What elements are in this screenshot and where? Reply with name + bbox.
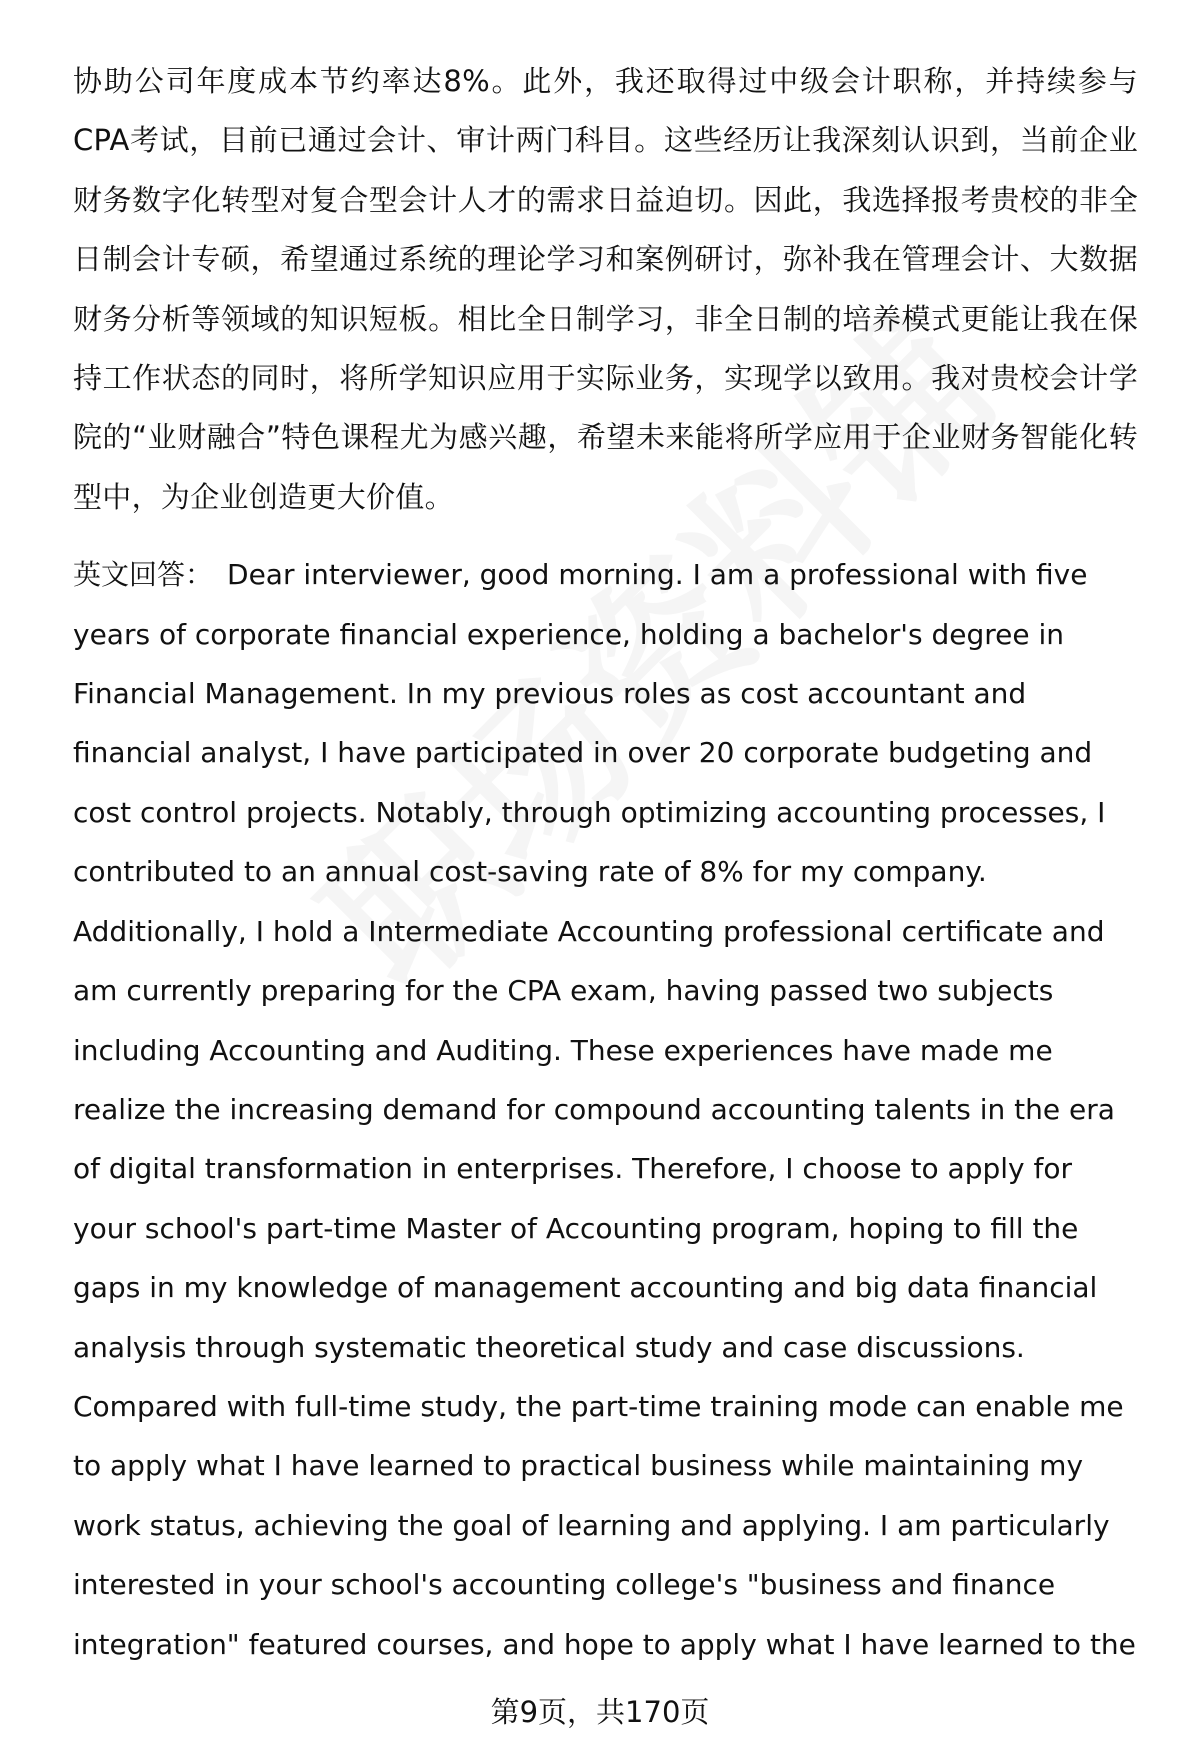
english-answer-paragraph	[73, 545, 1138, 1674]
english-answer-text: Dear interviewer, good morning. I am a professional with five years of corporate financial experience, holding a bachelor's degree in Financial Management. In my previous roles as cost accountant and financial analyst, I have participated in over 20 corporate budgeting and cost control projects. Notably, through optimizing accounting processes, I contributed to an annual cost-saving rate of 8% for my company. Additionally, I hold a Intermediate Accounting professional certificate and am currently preparing for the CPA exam, having passed two subjects including Accounting and Auditing. These experiences have made me realize the increasing demand for compound accounting talents in the era of digital transformation in enterprises. Therefore, I choose to apply for your school's part-time Master of Accounting program, hoping to fill the gaps in my knowledge of management accounting and big data financial analysis through systematic theoretical study and case discussions. Compared with full-time study, the part-time training mode can enable me to apply what I have learned to practical business while maintaining my work status, achieving the goal of learning and applying. I am particularly interested in your school's accounting college's "business and finance integration" featured courses, and hope to apply what I have learned to the	[73, 558, 1136, 1661]
document-body	[73, 52, 1138, 1674]
chinese-answer-paragraph: 协助公司年度成本节约率达8%。此外，我还取得过中级会计职称，并持续参与CPA考试，目前已通过会计、审计两门科目。这些经历让我深刻认识到，当前企业财务数字化转型对复合型会计人才的需求日益迫切。因此，我选择报考贵校的非全日制会计专硕，希望通过系统的理论学习和案例研讨，弥补我在管理会计、大数据财务分析等领域的知识短板。相比全日制学习，非全日制的培养模式更能让我在保持工作状态的同时，将所学知识应用于实际业务，实现学以致用。我对贵校会计学院的“业财融合”特色课程尤为感兴趣，希望未来能将所学应用于企业财务智能化转型中，为企业创造更大价值。	[73, 64, 1138, 514]
page-number: 第9页，共170页	[490, 1695, 710, 1729]
english-answer-label: 英文回答：	[73, 558, 214, 592]
